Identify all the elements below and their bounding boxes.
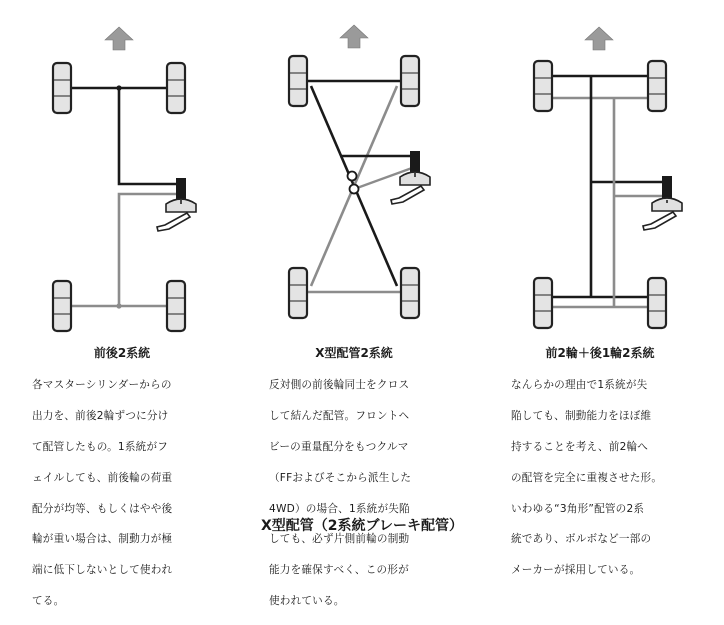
description-line: の配管を完全に重複させた形。	[511, 471, 663, 484]
description-line: して結んだ配管。フロントヘ	[269, 410, 410, 423]
description-line: 使われている。	[269, 595, 345, 608]
forward-arrow-icon	[105, 27, 133, 50]
description-line: いわゆる“3角形”配管の2系	[511, 502, 645, 515]
forward-arrow-icon	[340, 25, 368, 48]
wheel-rear-right	[401, 268, 419, 318]
description-line: 反対側の前後輪同士をクロス	[269, 379, 410, 392]
panel-1-caption: 前後2系統	[93, 346, 151, 360]
wheel-front-right	[648, 61, 666, 111]
description-line: て配管したもの。1系統がフ	[32, 441, 169, 454]
forward-arrow-icon	[585, 27, 613, 50]
panel-3-description	[511, 363, 716, 594]
description-line: 能力を確保すべく、この形が	[269, 564, 409, 577]
description-line: 統であり、ボルボなど一部の	[511, 533, 652, 546]
description-line: メーカーが採用している。	[511, 564, 641, 577]
diagram-triangle-split	[534, 27, 682, 328]
description-line: なんらかの理由で1系統が失	[511, 379, 648, 392]
brake-pedal	[643, 212, 676, 230]
diagram-x-type	[289, 25, 430, 318]
wheel-rear-left	[289, 268, 307, 318]
panel-2-description	[269, 363, 469, 625]
wheel-front-right	[167, 63, 185, 113]
description-line: ビーの重量配分をもつクルマ	[269, 441, 409, 454]
wheel-front-left	[53, 63, 71, 113]
description-line: 配分が均等、もしくはやや後	[32, 502, 173, 515]
wheel-front-left	[534, 61, 552, 111]
wheel-rear-right	[648, 278, 666, 328]
wheel-rear-left	[53, 281, 71, 331]
panel-1-description	[32, 363, 232, 625]
diagram-front-rear-split	[53, 27, 196, 331]
brake-pedal	[391, 186, 424, 204]
description-line: 4WD）の場合、1系統が失陥	[269, 502, 410, 515]
wheel-rear-left	[534, 278, 552, 328]
figure-title: X型配管（2系統ブレーキ配管）	[261, 518, 463, 534]
description-line: ェイルしても、前後輪の荷重	[32, 471, 173, 484]
wheel-front-right	[401, 56, 419, 106]
description-line: 持することを考え、前2輪へ	[511, 441, 649, 454]
description-line: 端に低下しないとして使われ	[32, 564, 173, 577]
description-line: 各マスターシリンダーからの	[32, 379, 172, 392]
description-line: てる。	[32, 595, 65, 608]
panel-3-caption: 前2輪＋後1輪2系統	[545, 346, 655, 360]
description-line: 出力を、前後2輪ずつに分け	[32, 410, 169, 423]
description-line: しても、必ず片側前輪の制動	[269, 533, 410, 546]
description-line: 陥しても、制動能力をほぼ維	[511, 410, 652, 423]
description-line: 輪が重い場合は、制動力が極	[32, 533, 173, 546]
brake-pedal	[157, 213, 190, 231]
panel-2-caption: X型配管2系統	[315, 346, 393, 360]
wheel-front-left	[289, 56, 307, 106]
wheel-rear-right	[167, 281, 185, 331]
description-line: （FFおよびそこから派生した	[269, 471, 412, 484]
